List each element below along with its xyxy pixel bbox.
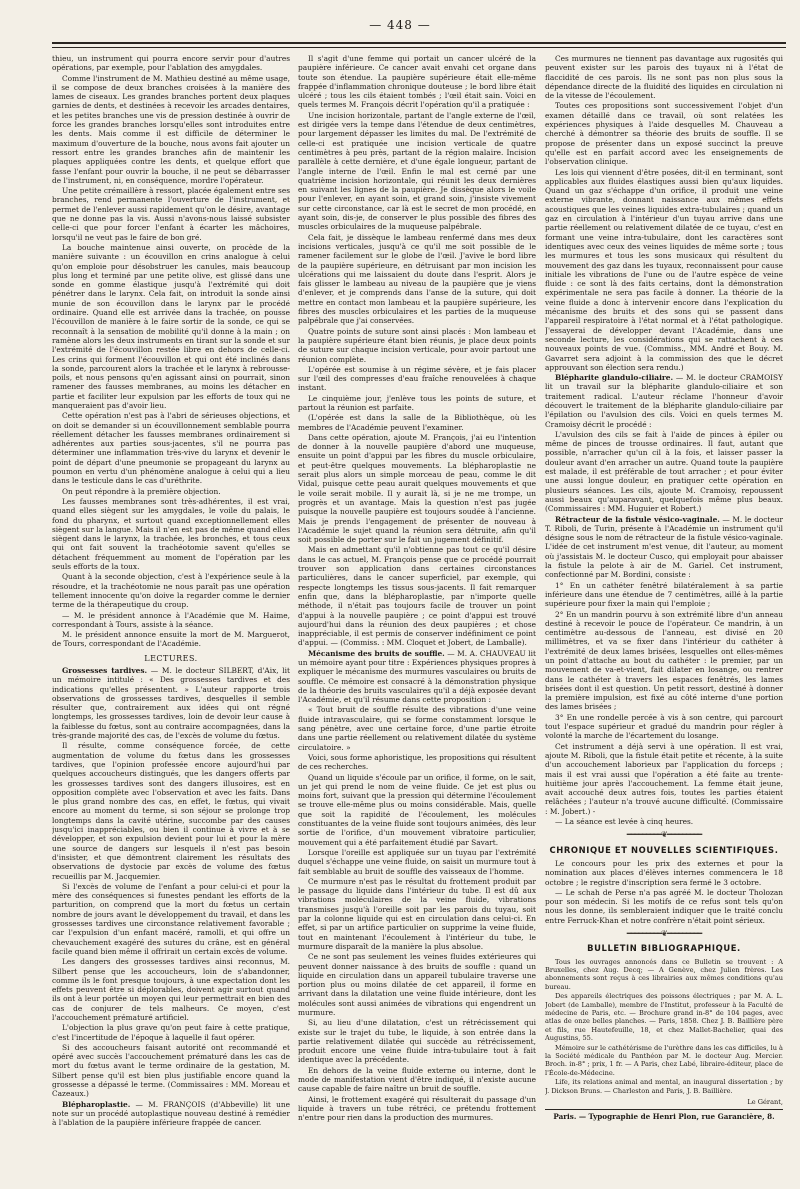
bulletin-entry: Tous les ouvrages annoncés dans ce Bulletin se trouvent : A Bruxelles, chez Aug. Decq; — A Genève, chez Julien frères. Les abonnements sont reçus à ces librairies aux mêmes conditions qu'au bureau. [545, 957, 783, 991]
section-heading-bulletin: BULLETIN BIBLIOGRAPHIQUE. [587, 943, 741, 954]
ornament-divider: ━━━━━━━━━❦━━━━━━━━━ [626, 830, 702, 840]
paragraph: En dehors de la veine fluide externe ou interne, dont le mode de manifestation vient d'être indiqué, il n'existe aucune cause capable de faire naître un bruit de souffle. [298, 1065, 536, 1094]
paragraph: Une incision horizontale, partant de l'angle externe de l'œil, est dirigée vers la tempe dans l'étendue de deux centimètres, pour largement dépasser les limites du mal. De l'extrémité de celle-ci est pratiquée une incision verticale de quatre centimètres à peu près, partant de la région malaire. Incision parallèle à cette dernière, et d'une égale longueur, partant de l'angle interne de l'œil. Enfin le mal est cerné par une quatrième incision horizontale, qui réunit les deux dernières en suivant les lignes de la paupière. Je dissèque alors le voile pour l'enlever, en ayant soin, et grand soin, j'insiste vivement sur cette circonstance, car là est le secret de mon procédé, en ayant soin, dis-je, de conserver le plus possible des fibres des muscles orbiculaires de la muqueuse palpébrale. [298, 110, 536, 232]
paragraph-lead: Blépharoplastie. [62, 1099, 131, 1109]
bulletin-entry: Mémoire sur le cathétérisme de l'urèthre dans les cas difficiles, lu à la Société médicale du Panthéon par M. le docteur Aug. Mercier. Broch. in-8° ; prix, 1 fr. — A Paris, chez Labé, libraire-éditeur, place de l'École-de-Médecine. [545, 1043, 783, 1077]
paragraph: Quand un liquide s'écoule par un orifice, il forme, on le sait, un jet qui prend le nom de veine fluide. Ce jet est plus ou moins fort, suivant que la pression qui détermine l'écoulement se trouve elle-même plus ou moins considérable. Mais, quelle que soit la rapidité de l'écoulement, les molécules constituantes de la veine fluide sont toujours animées, dès leur sortie de l'orifice, d'un mouvement vibratoire particulier, mouvement qui a été parfaitement étudié par Savart. [298, 772, 536, 847]
signature: Le Gérant, [747, 1098, 783, 1107]
paragraph: Une petite crémaillère à ressort, placée également entre ses branches, rend permanente l'ouverture de l'instrument, et permet de l'enlever aussi rapidement qu'on le désire, avantage que ne donne pas la vis. Aussi n'avons-nous laissé subsister celle-ci que pour forcer l'enfant à écarter les mâchoires, lorsqu'il ne veut pas le faire de bon gré. [52, 186, 290, 242]
section-heading-chronique: CHRONIQUE ET NOUVELLES SCIENTIFIQUES. [549, 844, 779, 855]
paragraph-text: — M. le docteur CRAMOISY lit un travail sur la blépharite glandulo-ciliaire et son traitement radical. L'auteur réclame l'honneur d'avoir découvert le traitement de la blépharite glandulo-ciliaire par l'épilation ou l'avulsion des cils. Voici en quels termes M. Cramoisy décrit le procédé : [545, 373, 783, 429]
paragraph: Toutes ces propositions sont successivement l'objet d'un examen détaillé dans ce travail, où sont relatées les expériences physiques à l'aide desquelles M. Chauveau a cherché à démontrer sa théorie des bruits de souffle. Il se propose de présenter dans un exposé succinct la preuve qu'elle est en parfait accord avec les enseignements de l'observation clinique. [545, 101, 783, 167]
paragraph: La bouche maintenue ainsi ouverte, on procède de la manière suivante : un écouvillon en crins analogue à celui qu'on emploie pour désobstruer les canules, mais beaucoup plus long et terminé par une petite olive, est glissé dans une sonde en gomme élastique jusqu'à l'extrémité qui doit pénétrer dans le larynx. Cela fait, on introduit la sonde ainsi munie de son écouvillon dans le larynx par le procédé ordinaire. Quand elle est arrivée dans la trachée, on pousse l'écouvillon de manière à le faire sortir de la sonde, ce qui se reconnaît à la sensation de mobilité qu'il donne à la main ; on ramène alors les deux instruments en tirant sur la sonde et sur l'extrémité de l'écouvillon restée libre en dehors de celle-ci. Les crins qui forment l'écouvillon et qui ont été inclinés dans la sonde, parcourent alors la trachée et le larynx à rebrousse-poils, et nous pensons qu'en agissant ainsi on pourrait, sinon ramener des fausses membranes, au moins les détacher en partie et faciliter leur expulsion par les efforts de toux qui ne manqueraient pas d'avoir lieu. [52, 242, 290, 410]
paragraph-lead: Mécanisme des bruits de souffle. [308, 648, 445, 658]
paragraph [52, 1100, 290, 1128]
paragraph: 2° En un mandrin pourvu à son extrémité libre d'un anneau destiné à recevoir le pouce de l'opérateur. Ce mandrin, à un centimètre au-dessous de l'anneau, est divisé en 20 millimètres, et va se fixer dans l'intérieur du cathéter à l'extrémité de deux lames brisées, lesquelles ont elles-mêmes un point d'attache au bout du cathéter : le premier, par un mouvement de va-et-vient, fait dilater en losange, ou rentrer dans le cathéter à travers les espaces fenêtrés, les lames brisées dont il est question. Un petit ressort, destiné à donner la première impulsion, est fixé au côté interne d'une portion des lames brisées ; [545, 609, 783, 712]
paragraph: Les fausses membranes sont très-adhérentes, il est vrai, quand elles siègent sur les amygdales, le voile du palais, le fond du pharynx, et surtout quand exceptionnellement elles siègent sur la langue. Mais il n'en est pas de même quand elles siègent dans le larynx, la trachée, les bronches, et tous ceux qui ont fait souvent la trachéotomie savent qu'elles se détachent fréquemment au moment de l'opération par les seuls efforts de la toux. [52, 496, 290, 572]
header-rule [52, 42, 786, 44]
paragraph: Quatre points de suture sont ainsi placés : Mon lambeau et la paupière supérieure étant bien réunis, je place deux points de suture sur chaque incision verticale, pour avoir partout une réunion complète. [298, 326, 536, 364]
paragraph-lead: Grossesses tardives. [62, 666, 148, 675]
column-3 [545, 54, 783, 1134]
paragraph [545, 515, 783, 580]
paragraph: Ce murmure n'est pas le résultat du frottement produit par le passage du liquide dans l'intérieur du tube. Il est dû aux vibrations moléculaires de la veine fluide, vibrations transmises jusqu'à l'oreille soit par les parois du tuyau, soit par la colonne liquide qui est en circulation dans celui-ci. En effet, si par un artifice particulier on supprime la veine fluide, tout en maintenant l'écoulement à l'intérieur du tube, le murmure disparaît de la manière la plus absolue. [298, 876, 536, 951]
paragraph: thieu, un instrument qui pourra encore servir pour d'autres opérations, par exemple, pour l'ablation des amygdales. [52, 54, 290, 73]
paragraph: « Tout bruit de souffle résulte des vibrations d'une veine fluide intravasculaire, qui se forme constamment lorsque le sang pénètre, avec une certaine force, d'une partie étroite dans une partie réellement ou relativement dilatée du système circulatoire. » [298, 705, 536, 752]
paragraph-text: — M. A. CHAUVEAU lit un mémoire ayant pour titre : Expériences physiques propres à expliquer le mécanisme des murmures vasculaires ou bruits de souffle. Ce mémoire est consacré à la démonstration physique de la théorie des bruits vasculaires qu'il a déjà exposée devant l'Académie, et qu'il résume dans cette proposition : [298, 648, 536, 705]
paragraph [298, 649, 536, 705]
paragraph: Le cinquième jour, j'enlève tous les points de suture, et partout la réunion est parfaite. [298, 393, 536, 412]
paragraph: Cet instrument a déjà servi à une opération. Il est vrai, ajoute M. Riboli, que la fistule était petite et récente, à la suite d'un accouchement laborieux par l'application du forceps ; mais il est vrai aussi que l'opération a été faite au trente-huitième jour après l'accouchement. La femme était jeune, avait accouché deux autres fois, toutes les parties étaient relâchées ; l'auteur n'a trouvé aucune difficulté. (Commissaire : M. Jobert.) - [545, 741, 783, 816]
paragraph: Si des accoucheurs faisant autorité ont recommandé et opéré avec succès l'accouchement prématuré dans les cas de mort du fœtus avant le terme ordinaire de la gestation, M. Silbert pense qu'il est bien plus justifiable encore quand la grossesse a dépassé le terme. (Commissaires : MM. Moreau et Cazeaux.) [52, 1042, 290, 1099]
paragraph: M. le président annonce ensuite la mort de M. Marguerot, de Tours, correspondant de l'Académie. [52, 630, 290, 649]
paragraph: — Le schah de Perse n'a pas agréé M. le docteur Tholozan pour son médecin. Si les motifs de ce refus sont tels qu'on nous les donne, ils sembleraient indiquer que le traité conclu entre Ferruck-Khan et notre confrère n'était point sérieux. [545, 887, 783, 925]
paragraph: Si l'excès de volume de l'enfant a pour celui-ci et pour la mère des conséquences si funestes pendant les efforts de la parturition, on comprend que la mort du fœtus un certain nombre de jours avant le développement du travail, et dans les grossesses tardives une circonstance relativement favorable ; car l'expulsion d'un enfant macéré, ramolli, et qui offre un chevauchement exagéré des sutures du crâne, est en général facile quand bien même il offrirait un certain excès de volume. [52, 881, 290, 956]
paragraph: L'avulsion des cils se fait à l'aide de pinces à épiler ou même de pinces de trousse ordinaires. Il faut, autant que possible, n'arracher qu'un cil à la fois, et laisser passer la douleur avant d'en arracher un autre. Quand toute la paupière est malade, il est préférable de tout arracher ; et pour éviter une aussi longue douleur, en pratiquer cette opération en plusieurs séances. Les cils, ajoute M. Cramoisy, repoussent aussi beaux qu'auparavant, quelquefois même plus beaux. (Commissaires : MM. Huguier et Robert.) [545, 429, 783, 514]
paragraph: — M. le président annonce à l'Académie que M. Haime, correspondant à Tours, assiste à la séance. [52, 610, 290, 629]
column-1 [52, 54, 290, 1134]
paragraph: 3° En une rondelle percée à vis à son centre, qui parcourt tout l'espace supérieur et gradué du mandrin pour régler à volonté la marche de l'écartement du losange. [545, 712, 783, 741]
paragraph-lead: Rétracteur de la fistule vésico-vaginale. [555, 514, 720, 524]
paragraph: L'opérée est soumise à un régime sévère, et je fais placer sur l'œil des compresses d'eau fraîche renouvelées à chaque instant. [298, 364, 536, 393]
paragraph: Dans cette opération, ajoute M. François, j'ai eu l'intention de donner à la nouvelle paupière d'abord une muqueuse, ensuite un point d'appui par les fibres du muscle orbiculaire, et peut-être quelques mouvements. La blépharoplastie ne serait plus alors un simple morceau de peau, comme le dit Vidal, puisque cette peau aurait quelques mouvements et que le voile serait mobile. Il y aurait là, si je ne me trompe, un progrès et un avantage. Mais la question n'est pas jugée puisque la nouvelle paupière est toujours soudée à l'ancienne. Mais je prends l'engagement de présenter de nouveau à l'Académie le sujet quand la réunion sera détruite, afin qu'il soit possible de porter sur le fait un jugement définitif. [298, 432, 536, 545]
paragraph: On peut répondre à la première objection. [62, 486, 221, 496]
paragraph: Lorsque l'oreille est appliquée sur un tuyau par l'extrémité duquel s'échappe une veine fluide, on saisit un murmure tout à fait semblable au bruit de souffle des vaisseaux de l'homme. [298, 847, 536, 876]
paragraph: (L'opérée est dans la salle de la Bibliothèque, où les membres de l'Académie peuvent l'examiner. [298, 413, 536, 432]
paragraph [545, 373, 783, 429]
section-heading-lectures: LECTURES. [144, 653, 198, 663]
ornament-divider: ━━━━━━━━━❦━━━━━━━━━ [626, 929, 702, 939]
paragraph: Les dangers des grossesses tardives ainsi reconnus, M. Silbert pense que les accoucheurs, loin de s'abandonner, comme ils le font presque toujours, à une expectation dont les effets peuvent être si déplorables, doivent agir surtout quand ils ont à leur portée un moyen qui leur permettrait en bien des cas de conjurer de tels malheurs. Ce moyen, c'est l'accouchement prématuré artificiel. [52, 957, 290, 1022]
paragraph: Il résulte, comme conséquence forcée, de cette augmentation de volume du fœtus dans les grossesses tardives, que l'opinion professée encore aujourd'hui par quelques accoucheurs distingués, que les dangers offerts par les grossesses tardives sont des dangers illusoires, est en opposition complète avec l'observation et avec les faits. Dans le plus grand nombre des cas, en effet, le fœtus, qui vivait encore au moment du terme, si son séjour se prolonge trop longtemps dans la cavité utérine, succombe par des causes jusqu'ici inappréciables, ou bien il continue à vivre et à se développer, et son expulsion devient pour lui et pour la mère une source de dangers sur lesquels il n'est pas besoin d'insister, et que démontrent clairement les résultats des observations de dystocie par excès de volume des fœtus recueillis par M. Jacquemier. [52, 741, 290, 881]
paragraph: Cela fait, je dissèque le lambeau renfermé dans mes deux incisions verticales, jusqu'à ce qu'il me soit possible de le ramener facilement sur le globe de l'œil. J'avive le bord libre de la paupière supérieure, en détruisant par mon incision les ulcérations qui me laissaient du doute dans l'esprit. Alors je fais glisser le lambeau au niveau de la paupière que je viens d'enlever, et je comprends dans l'anse de la suture, qui doit mettre en contact mon lambeau et la paupière supérieure, les fibres des muscles orbiculaires et les parties de la muqueuse palpébrale que j'ai conservées. [298, 232, 536, 326]
paragraph: Quant à la seconde objection, c'est à l'expérience seule à la résoudre, et la trachéotomie ne nous paraît pas une opération tellement innocente qu'on doive la regarder comme le dernier terme de la thérapeutique du croup. [52, 572, 290, 610]
bulletin-entry: Life, its relations animal and mental, an inaugural dissertation ; by J. Dickson Bruns. — Charleston and Paris, J. B. Baillière. [545, 1078, 783, 1095]
paragraph: L'objection la plus grave qu'on peut faire à cette pratique, c'est l'incertitude de l'époque à laquelle il faut opérer. [52, 1023, 290, 1042]
paragraph: Cette opération n'est pas à l'abri de sérieuses objections, et on doit se demander si un écouvillonnement semblable pourra réellement détacher les fausses membranes ordinairement si adhérentes aux parties sous-jacentes, s'il ne pourra pas déterminer une inflammation très-vive du larynx et devenir le point de départ d'une pneumonie se propageant du larynx au poumon en vertu d'un phénomène analogue à celui qui a lieu dans le testicule dans le cas d'uréthrite. [52, 411, 290, 486]
paragraph-text: — M. le docteur T. Riboli, de Turin, présente à l'Académie un instrument qu'il désigne sous le nom de rétracteur de la fistule vésico-vaginale. L'idée de cet instrument m'est venue, dit l'auteur, au moment où j'assistais M. le docteur Cusco, qui employait pour abaisser la fistule la pelote à air de M. Gariel. Cet instrument, confectionné par M. Bordini, consiste : [545, 514, 783, 580]
paragraph: Il s'agit d'une femme qui portait un cancer ulcéré de la paupière inférieure. Ce cancer avait envahi cet organe dans toute son étendue. La paupière supérieure était elle-même frappée d'inflammation chronique douteuse ; le bord libre était ulcéré ; tous les cils étaient tombés ; l'œil était sain. Voici en quels termes M. François décrit l'opération qu'il a pratiquée : [298, 54, 536, 110]
column-2 [298, 54, 536, 1134]
paragraph: Ainsi, le frottement exagéré qui résulterait du passage d'un liquide à travers un tube rétréci, ce prétendu frottement n'entre pour rien dans la production des murmures. [298, 1094, 536, 1123]
paragraph: Ces murmures ne tiennent pas davantage aux rugosités qui peuvent exister sur les parois des tuyaux ni à l'état de flaccidité de ces parois. Ils ne sont pas non plus sous la dépendance directe de la fluidité des liquides en circulation ni de la vitesse de l'écoulement. [545, 54, 783, 101]
imprint-line: Paris. — Typographie de Henri Plon, rue Garancière, 8. [545, 1109, 783, 1121]
page-number: — 448 — [369, 18, 431, 32]
paragraph: — La séance est levée à cinq heures. [555, 817, 694, 827]
paragraph: Comme l'instrument de M. Mathieu destiné au même usage, il se compose de deux branches croisées à la manière des lames de ciseaux. Les grandes branches portent deux plaques garnies de dents, et destinées à recevoir les arcades dentaires, et les petites branches une vis de pression destinée à ouvrir de force les grandes branches lorsqu'elles sont introduites entre les dents. Mais comme il est difficile de déterminer le maximum d'ouverture de la bouche, nous avons fait ajouter un ressort entre les grandes branches afin de maintenir les plaques appliquées contre les dents, et quelque effort que fasse l'enfant pour ouvrir la bouche, il ne peut se débarrasser de l'instrument, ni, en conséquence, mordre l'opérateur. [52, 73, 290, 185]
paragraph-lead: Blépharite glandulo-ciliaire. [555, 373, 674, 383]
paragraph: Voici, sous forme aphoristique, les propositions qui résultent de ces recherches. [298, 752, 536, 772]
paragraph: Ce ne sont pas seulement les veines fluides extérieures qui peuvent donner naissance à des bruits de souffle : quand un liquide en circulation dans un appareil tubulaire traverse une portion plus ou moins dilatée de cet appareil, il forme en arrivant dans la dilatation une veine fluide intérieure, dont les molécules sont aussi animées de vibrations qui engendrent un murmure. [298, 952, 536, 1017]
header-rule-thin [52, 47, 786, 48]
paragraph: Si, au lieu d'une dilatation, c'est un rétrécissement qui existe sur le trajet du tube, le liquide, à son entrée dans la partie relativement dilatée qui succède au rétrécissement, produit encore une veine fluide intra-tubulaire tout à fait identique avec la précédente. [298, 1018, 536, 1065]
paragraph: Les lois qui viennent d'être posées, dit-il en terminant, sont applicables aux fluides élastiques aussi bien qu'aux liquides. Quand un gaz s'échappe d'un orifice, il produit une veine externe vibrante, donnant naissance aux mêmes effets acoustiques que les veines liquides extra-tubulaires ; quand un gaz en circulation à l'intérieur d'un tuyau arrive dans une partie réellement ou relativement dilatée de ce tuyau, c'est en formant une veine intra-tubulaire, dont les caractères sont identiques avec ceux des veines liquides de même sorte ; tous les murmures et tous les sons musicaux qui résultent du mouvement des gaz dans les tuyaux, reconnaissent pour cause initiale les vibrations de l'une ou de l'autre espèce de veine fluide : ce sont là des faits certains, dont la démonstration expérimentale ne sera pas facile à donner. La théorie de la veine fluide a donc à intervenir encore dans l'explication du mécanisme des bruits et des sons qui se passent dans l'appareil respiratoire à l'état normal et à l'état pathologique. J'essayerai de développer devant l'Académie, dans une seconde lecture, les considérations qui se rattachent à ces nouveaux points de vue. (Commiss., MM. André et Bouy. M. Gavarret sera adjoint à la commission des que le décret approuvant son élection sera rendu.) [545, 167, 783, 372]
bulletin-entry: Des appareils électriques des poissons électriques ; par M. A. L. Jobert (de Lamballe), membre de l'Institut, professeur à la Faculté de médecine de Paris, etc. — Brochure grand in-8° de 104 pages, avec atlas de onze belles planches. — Paris, 1858. Chez J. B. Baillière père et fils, rue Hautefeuille, 18, et chez Mallet-Bachelier, quai des Augustins, 55. [545, 992, 783, 1043]
paragraph-text: — M. le docteur SILBERT, d'Aix, lit un mémoire intitulé : « Des grossesses tardives et des indications qu'elles présentent. » L'auteur rapporte trois observations de grossesses tardives, desquelles il semble résulter que, contrairement aux idées qui ont régné longtemps, les grossesses tardives, loin de devoir leur cause à la faiblesse du fœtus, sont au contraire accompagnées, dans la très-grande majorité des cas, de l'excès de volume du fœtus. [52, 666, 290, 741]
paragraph [52, 666, 290, 740]
paragraph: Le concours pour les prix des externes et pour la nomination aux places d'élèves internes commencera le 18 octobre ; le registre d'inscription sera fermé le 3 octobre. [545, 858, 783, 887]
paragraph-text: — M. FRANÇOIS (d'Abbeville) lit une note sur un procédé autoplastique nouveau destiné à remédier à l'ablation de la paupière inférieure frappée de cancer. [52, 1099, 290, 1128]
paragraph: Mais en admettant qu'il n'obtienne pas tout ce qu'il désire dans le cas actuel, M. François pense que ce procédé pourrait trouver son application dans certaines circonstances particulières, dans le cancer superficiel, par exemple, qui respecte longtemps les tissus sous-jacents. Il fait remarquer enfin que, dans la blépharoplastie, par n'importe quelle méthode, il n'était pas toujours facile de trouver un point d'appui à la nouvelle paupière ; ce point d'appui est trouvé aujourd'hui dans la réunion des deux paupières ; et chose inappréciable, il est permis de conserver indéfiniment ce point d'appui. — (Commiss. : MM. Cloquet et Jobert, de Lamballe). [298, 545, 536, 648]
paragraph: 1° En un cathéter fenêtré bilatéralement à sa partie inférieure dans une étendue de 7 centimètres, aillé à la partie supérieure pour fixer la main qui l'emploie ; [545, 580, 783, 609]
